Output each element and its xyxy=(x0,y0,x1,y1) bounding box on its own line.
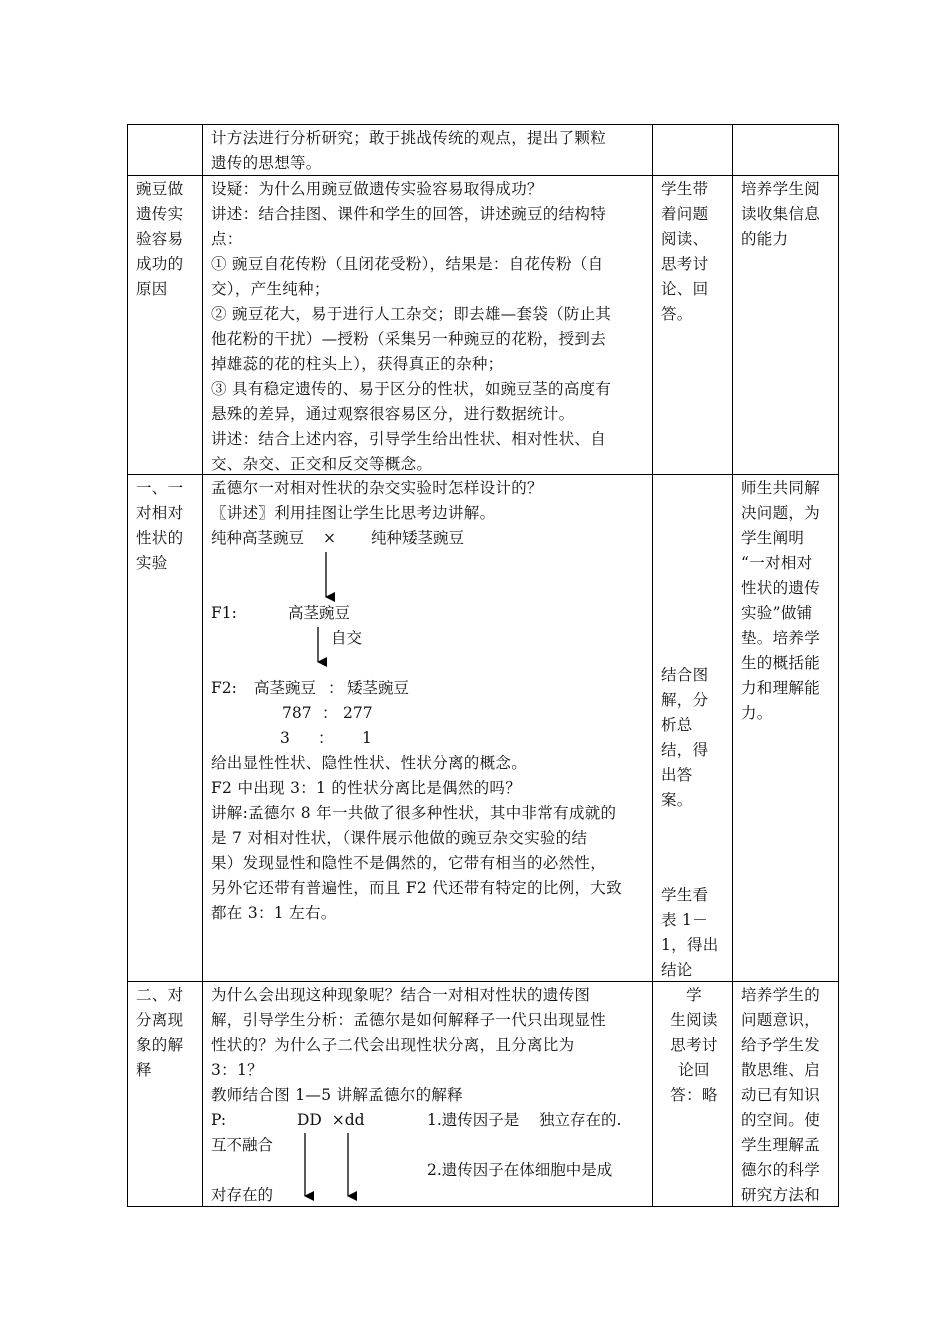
text-line: 悬殊的差异，通过观察很容易区分，进行数据统计。 xyxy=(211,405,575,423)
text-line: 遗传的思想等。 xyxy=(211,154,322,172)
topic-line: 对相对 xyxy=(136,504,184,522)
text-line: 他花粉的干扰）—授粉（采集另一种豌豆的花粉，授到去 xyxy=(211,330,607,348)
text-line: “一对相对 xyxy=(741,554,813,572)
note-2: 2.遗传因子在体细胞中是成 xyxy=(427,1161,613,1179)
text-line: ① 豌豆自花传粉（且闭花受粉），结果是：自花传粉（自 xyxy=(211,255,604,273)
text-line: 讲述：结合挂图、课件和学生的回答，讲述豌豆的结构特 xyxy=(211,205,607,223)
f1-value: 高茎豌豆 xyxy=(288,604,351,622)
text-line: 决问题，为 xyxy=(741,504,821,522)
cross-symbol: × xyxy=(323,529,336,547)
selfing-label: 自交 xyxy=(331,629,363,647)
text-line: 1，得出 xyxy=(661,936,719,954)
topic-line: 豌豆做 xyxy=(136,180,184,198)
ratio-right: 1 xyxy=(362,729,372,747)
topic-line: 二、对 xyxy=(136,986,184,1004)
text-line: 交），产生纯种； xyxy=(211,280,330,298)
text-line: 散思维、启 xyxy=(741,1061,821,1079)
text-line: 孟德尔一对相对性状的杂交实验时怎样设计的？ xyxy=(211,479,543,497)
text-line: 给予学生发 xyxy=(741,1036,821,1054)
cross-parent-tall: 纯种高茎豌豆 xyxy=(211,529,305,547)
text-line: 果）发现显性和隐性不是偶然的，它带有相当的必然性， xyxy=(211,854,607,872)
text-line: 是 7 对相对性状，（课件展示他做的豌豆杂交实验的结 xyxy=(211,829,588,847)
text-line: F2 中出现 3：1 的性状分离比是偶然的吗？ xyxy=(211,779,522,797)
text-line: 生阅读 xyxy=(670,1011,718,1029)
text-line: 学生看 xyxy=(661,886,709,904)
topic-line: 成功的 xyxy=(136,255,184,273)
text-line: 解，分 xyxy=(661,691,709,709)
text-line: 力。 xyxy=(741,704,773,722)
text-line: 另外它还带有普遍性，而且 F2 代还带有特定的比例，大致 xyxy=(211,879,622,897)
text-line: 3：1？ xyxy=(211,1061,263,1079)
text-line: 力和理解能 xyxy=(741,679,821,697)
text-line: 的空间。使 xyxy=(741,1111,821,1129)
text-line: 给出显性性状、隐性性状、性状分离的概念。 xyxy=(211,754,528,772)
topic-line: 一、一 xyxy=(136,479,184,497)
text-line: 性状的？为什么子二代会出现性状分离，且分离比为 xyxy=(211,1036,575,1054)
text-line: 讲述：结合上述内容，引导学生给出性状、相对性状、自 xyxy=(211,430,607,448)
text-line: 学生带 xyxy=(661,180,709,198)
count-short: 277 xyxy=(343,704,373,722)
text-line: 论、回 xyxy=(661,280,709,298)
text-line: 师生共同解 xyxy=(741,479,821,497)
text-line: 答：略 xyxy=(670,1086,718,1104)
text-line: 动已有知识 xyxy=(741,1086,821,1104)
topic-line: 分离现 xyxy=(136,1011,184,1029)
text-line: 培养学生阅 xyxy=(741,180,821,198)
topic-line: 验容易 xyxy=(136,230,184,248)
text-line: 结论 xyxy=(661,961,693,979)
f2-tall: 高茎豌豆 xyxy=(254,679,317,697)
f2-short: 矮茎豌豆 xyxy=(347,679,410,697)
text-line: 案。 xyxy=(661,791,693,809)
text-line: 读收集信息 xyxy=(741,205,821,223)
text-line: 解，引导学生分析：孟德尔是如何解释子一代只出现显性 xyxy=(211,1011,607,1029)
text-line: ③ 具有稳定遗传的、易于区分的性状，如豌豆茎的高度有 xyxy=(211,380,612,398)
text-line: 计方法进行分析研究；敢于挑战传统的观点，提出了颗粒 xyxy=(211,129,607,147)
p-label: P: xyxy=(211,1111,227,1129)
p-cross: DD ×dd xyxy=(297,1111,365,1129)
text-line: 讲解:孟德尔 8 年一共做了很多种性状，其中非常有成就的 xyxy=(211,804,617,822)
text-line: 问题意识， xyxy=(741,1011,821,1029)
text-line: 结合图 xyxy=(661,666,709,684)
text-line: 教师结合图 1—5 讲解孟德尔的解释 xyxy=(211,1086,463,1104)
text-line: 性状的遗传 xyxy=(741,579,821,597)
f2-label: F2: xyxy=(211,679,237,697)
topic-line: 性状的 xyxy=(136,529,184,547)
topic-line: 实验 xyxy=(136,554,168,572)
text-line: 德尔的科学 xyxy=(741,1161,821,1179)
note-1: 1.遗传因子是 独立存在的. xyxy=(427,1111,622,1129)
text-line: 思考讨 xyxy=(661,255,709,273)
text-line: 生的概括能 xyxy=(741,654,821,672)
text-line: 〖讲述〗利用挂图让学生比思考边讲解。 xyxy=(211,504,496,522)
text-line: ② 豌豆花大，易于进行人工杂交；即去雄—套袋（防止其 xyxy=(211,305,612,323)
topic-line: 象的解 xyxy=(136,1036,184,1054)
text-line: 析总 xyxy=(661,716,693,734)
text-line: 学生理解孟 xyxy=(741,1136,821,1154)
text-line: 培养学生的 xyxy=(741,986,821,1004)
f1-label: F1: xyxy=(211,604,237,622)
note-2-cont: 对存在的 xyxy=(211,1186,274,1204)
text-line: 思考讨 xyxy=(670,1036,718,1054)
text-line: 的能力 xyxy=(741,230,789,248)
topic-line: 遗传实 xyxy=(136,205,184,223)
text-line: 交、杂交、正交和反交等概念。 xyxy=(211,455,433,473)
note-1-cont: 互不融合 xyxy=(211,1136,274,1154)
text-line: 着问题 xyxy=(661,205,709,223)
text-line: 点： xyxy=(211,230,243,248)
text-line: 学 xyxy=(686,986,702,1004)
ratio-left: 3 xyxy=(280,729,290,747)
text-line: 研究方法和 xyxy=(741,1186,821,1204)
text-line: 出答 xyxy=(661,766,693,784)
text-line: 答。 xyxy=(661,305,693,323)
text-line: 实验”做铺 xyxy=(741,604,813,622)
count-colon: ： xyxy=(322,704,338,722)
text-line: 学生阐明 xyxy=(741,529,805,547)
text-line: 为什么会出现这种现象呢？结合一对相对性状的遗传图 xyxy=(211,986,591,1004)
text-line: 结，得 xyxy=(661,741,709,759)
topic-line: 原因 xyxy=(136,280,168,298)
topic-line: 释 xyxy=(136,1061,152,1079)
text-line: 阅读、 xyxy=(661,230,709,248)
cross-parent-short: 纯种矮茎豌豆 xyxy=(371,529,465,547)
text-line: 都在 3：1 左右。 xyxy=(211,904,337,922)
text-line: 表 1－ xyxy=(661,911,708,929)
text-line: 设疑：为什么用豌豆做遗传实验容易取得成功？ xyxy=(211,180,543,198)
f2-colon: ： xyxy=(328,679,344,697)
text-line: 垫。培养学 xyxy=(741,629,821,647)
count-tall: 787 xyxy=(282,704,312,722)
ratio-colon: ： xyxy=(318,729,334,747)
text-line: 论回 xyxy=(678,1061,710,1079)
text-line: 掉雄蕊的花的柱头上），获得真正的杂种； xyxy=(211,355,504,373)
